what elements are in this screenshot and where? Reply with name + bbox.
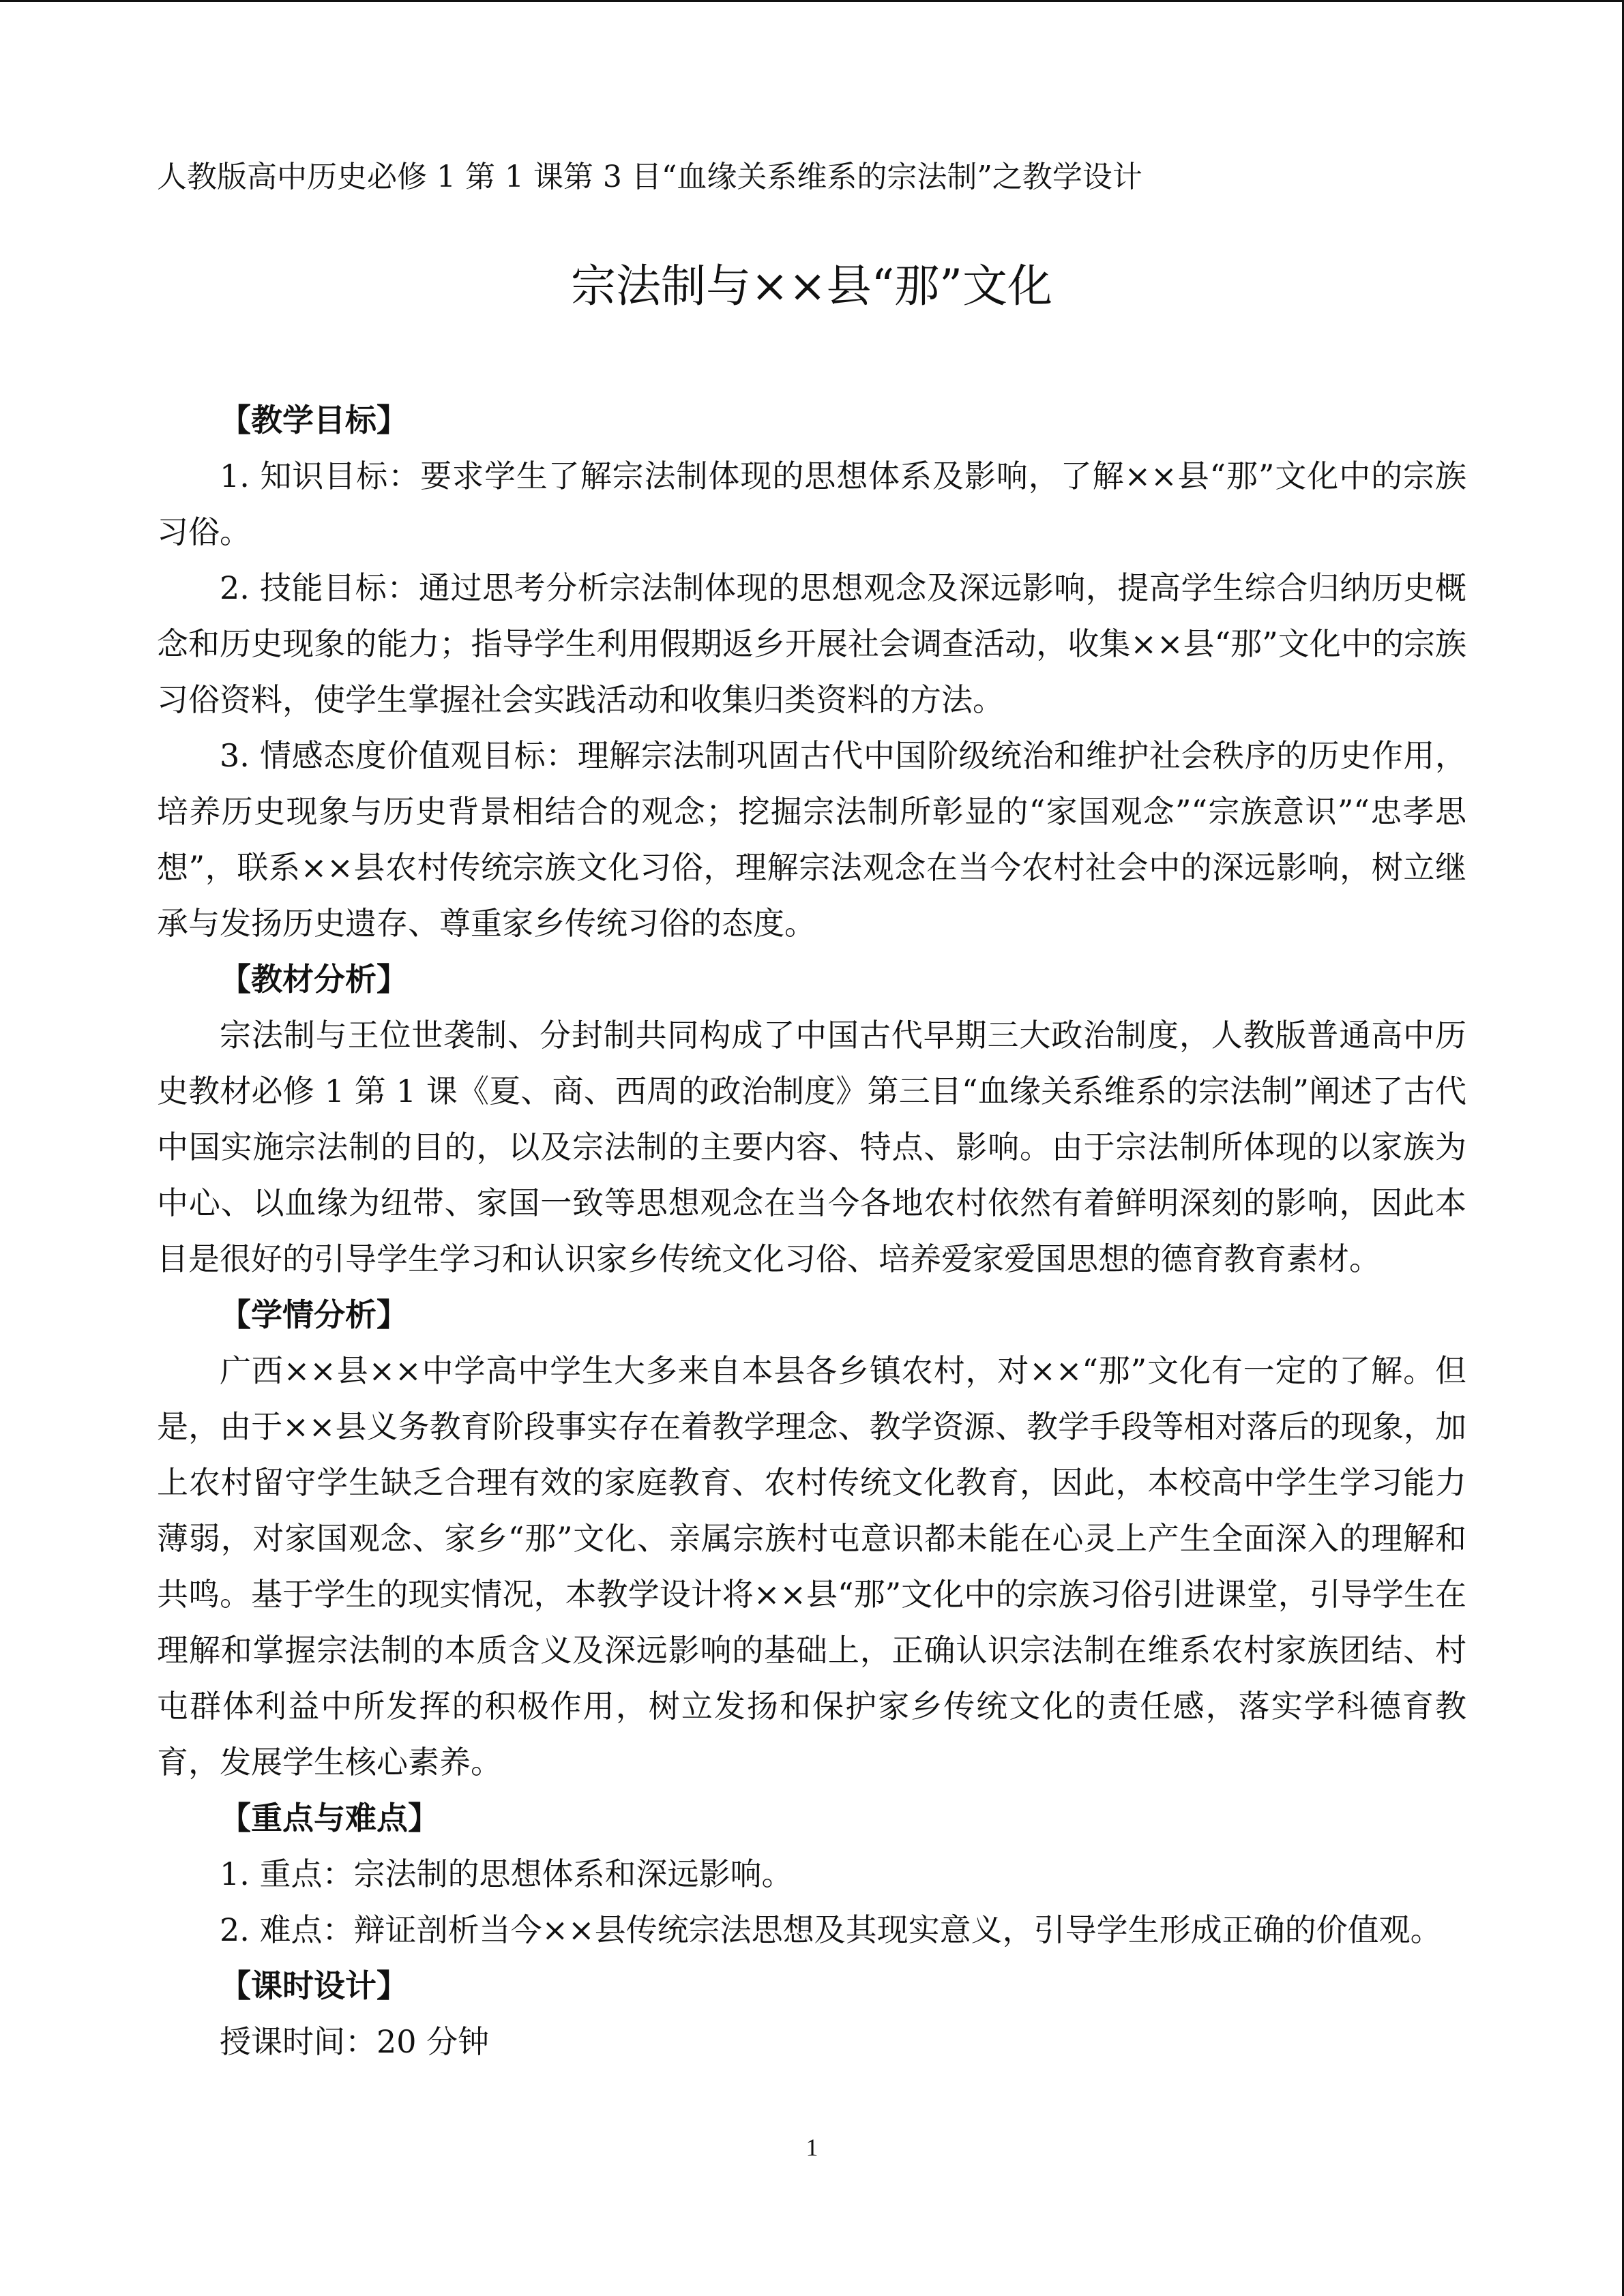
section-student-analysis <box>157 1287 1466 1790</box>
paragraph: 宗法制与王位世袭制、分封制共同构成了中国古代早期三大政治制度，人教版普通高中历史教材必修 1 第 1 课《夏、商、西周的政治制度》第三目“血缘关系维系的宗法制”阐述了古代中国实施宗法制的目的，以及宗法制的主要内容、特点、影响。由于宗法制所体现的以家族为中心、以血缘为纽带、家国一致等思想观念在当今各地农村依然有着鲜明深刻的影响，因此本目是很好的引导学生学习和认识家乡传统文化习俗、培养爱家爱国思想的德育教育素材。 <box>157 1017 1466 1277</box>
section-key-and-difficult-points <box>157 1790 1466 1958</box>
section-teaching-objectives <box>157 392 1466 951</box>
paragraph: 授课时间：20 分钟 <box>220 2023 490 2060</box>
paragraph: 广西××县××中学高中学生大多来自本县各乡镇农村，对××“那”文化有一定的了解。但是，由于××县义务教育阶段事实存在着教学理念、教学资源、教学手段等相对落后的现象，加上农村留守学生缺乏合理有效的家庭教育、农村传统文化教育，因此，本校高中学生学习能力薄弱，对家国观念、家乡“那”文化、亲属宗族村屯意识都未能在心灵上产生全面深入的理解和共鸣。基于学生的现实情况，本教学设计将××县“那”文化中的宗族习俗引进课堂，引导学生在理解和掌握宗法制的本质含义及深远影响的基础上，正确认识宗法制在维系农村家族团结、村屯群体利益中所发挥的积极作用，树立发扬和保护家乡传统文化的责任感，落实学科德育教育，发展学生核心素养。 <box>157 1352 1466 1780</box>
section-heading: 【教学目标】 <box>220 402 408 438</box>
section-heading: 【教材分析】 <box>220 961 408 998</box>
document-page <box>157 153 1466 2070</box>
section-heading: 【学情分析】 <box>220 1296 408 1333</box>
paragraph: 3. 情感态度价值观目标：理解宗法制巩固古代中国阶级统治和维护社会秩序的历史作用，培养历史现象与历史背景相结合的观念；挖掘宗法制所彰显的“家国观念”“宗族意识”“忠孝思想”，联系××县农村传统宗族文化习俗，理解宗法观念在当今农村社会中的深远影响，树立继承与发扬历史遗存、尊重家乡传统习俗的态度。 <box>157 737 1466 942</box>
paragraph: 2. 技能目标：通过思考分析宗法制体现的思想观念及深远影响，提高学生综合归纳历史概念和历史现象的能力；指导学生利用假期返乡开展社会调查活动，收集××县“那”文化中的宗族习俗资料，使学生掌握社会实践活动和收集归类资料的方法。 <box>157 569 1466 718</box>
page-number: 1 <box>806 2134 818 2161</box>
paragraph: 1. 重点：宗法制的思想体系和深远影响。 <box>220 1855 793 1892</box>
page-border-top <box>0 0 1624 2</box>
document-title: 宗法制与××县“那”文化 <box>570 260 1053 312</box>
section-lesson-design <box>157 1958 1466 2070</box>
paragraph: 2. 难点：辩证剖析当今××县传统宗法思想及其现实意义，引导学生形成正确的价值观。 <box>220 1911 1442 1948</box>
document-subtitle: 人教版高中历史必修 1 第 1 课第 3 目“血缘关系维系的宗法制”之教学设计 <box>157 160 1142 194</box>
paragraph: 1. 知识目标：要求学生了解宗法制体现的思想体系及影响，了解××县“那”文化中的宗族习俗。 <box>157 458 1466 550</box>
section-textbook-analysis <box>157 951 1466 1287</box>
section-heading: 【重点与难点】 <box>220 1800 439 1836</box>
section-heading: 【课时设计】 <box>220 1967 408 2004</box>
